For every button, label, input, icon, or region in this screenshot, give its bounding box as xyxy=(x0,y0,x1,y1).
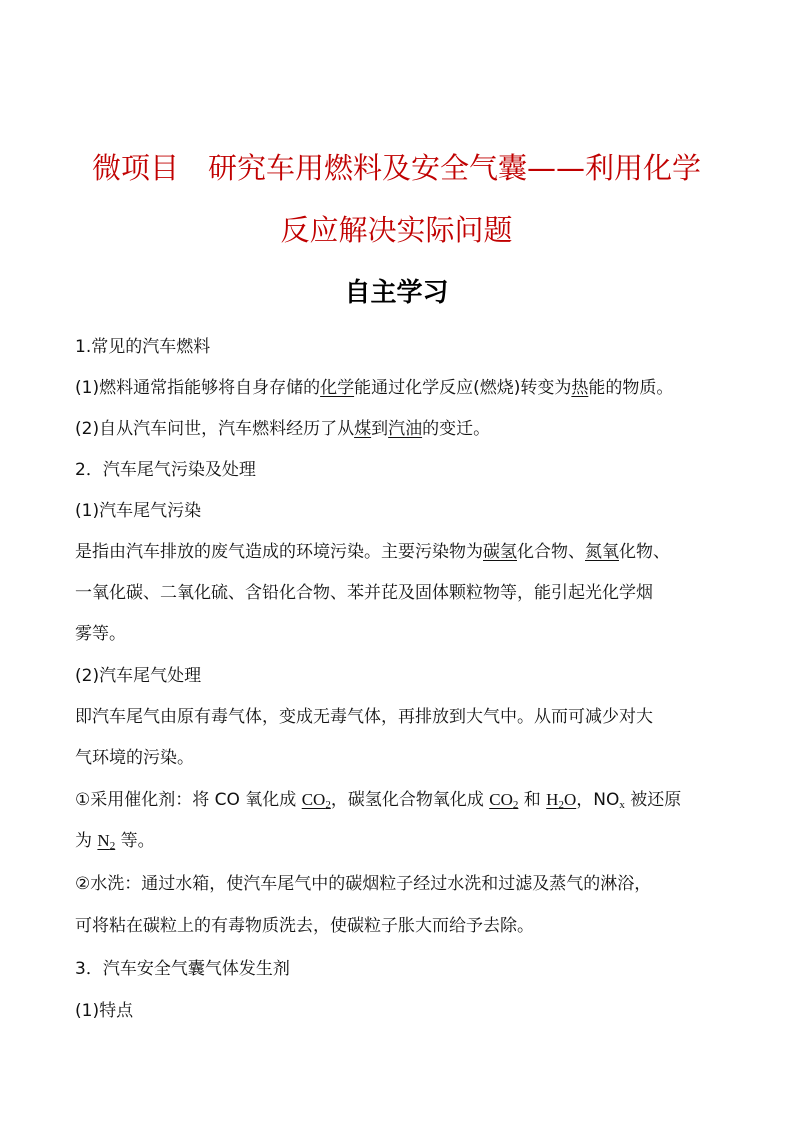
formula-main: CO xyxy=(301,790,326,809)
text-segment: 等。 xyxy=(115,831,155,851)
paragraph-catalyst-line-2 xyxy=(75,829,725,853)
text-segment: 被还原 xyxy=(624,790,682,810)
formula-subscript: 2 xyxy=(512,799,519,811)
answer-n2 xyxy=(97,831,115,850)
paragraph-fuel-definition xyxy=(75,376,725,400)
formula-main: H xyxy=(546,790,559,809)
heading-exhaust-pollution: 2．汽车尾气污染及处理 xyxy=(75,460,256,480)
answer-gasoline: 汽油 xyxy=(388,419,423,439)
paragraph-treatment-line-2: 气环境的污染。 xyxy=(75,748,194,768)
formula-subscript: 2 xyxy=(109,840,116,852)
text-segment: 能的物质。 xyxy=(588,378,674,398)
answer-chemical: 化学 xyxy=(320,378,355,398)
text-segment: ，NO xyxy=(576,790,620,810)
formula-subscript: 2 xyxy=(325,799,331,811)
formula-subscript: 2 xyxy=(558,799,564,811)
subheading-exhaust-treatment: (2)汽车尾气处理 xyxy=(75,666,202,686)
document-title-line-2: 反应解决实际问题 xyxy=(280,213,513,247)
text-segment: 化物、 xyxy=(619,542,670,562)
document-title-line-1: 微项目 研究车用燃料及安全气囊——利用化学 xyxy=(91,151,701,185)
heading-airbag-generator: 3．汽车安全气囊气体发生剂 xyxy=(75,959,290,979)
text-segment: 和 xyxy=(518,790,547,810)
text-segment: 能通过化学反应(燃烧)转变为 xyxy=(354,378,572,398)
text-segment: 为 xyxy=(75,831,98,851)
answer-coal: 煤 xyxy=(354,419,372,439)
paragraph-washing-line-1: ②水洗：通过水箱，使汽车尾气中的碳烟粒子经过水洗和过滤及蒸气的淋浴， xyxy=(75,874,652,894)
paragraph-fuel-history xyxy=(75,417,725,441)
subheading-exhaust-pollution: (1)汽车尾气污染 xyxy=(75,501,202,521)
paragraph-pollutants-line-2: 一氧化碳、二氧化硫、含铅化合物、苯并芘及固体颗粒物等，能引起光化学烟 xyxy=(75,583,653,603)
text-segment: 到 xyxy=(371,419,389,439)
paragraph-pollutants-line-1 xyxy=(75,540,725,564)
heading-common-fuels: 1.常见的汽车燃料 xyxy=(75,337,211,357)
paragraph-catalyst-line-1 xyxy=(75,788,725,812)
text-segment: 的变迁。 xyxy=(422,419,491,439)
text-segment: (1)燃料通常指能够将自身存储的 xyxy=(75,378,321,398)
answer-co2 xyxy=(302,790,331,809)
text-segment: 是指由汽车排放的废气造成的环境污染。主要污染物为 xyxy=(75,542,483,562)
answer-hydrocarbon: 碳氢 xyxy=(483,542,517,562)
answer-heat: 热 xyxy=(571,378,589,398)
text-segment: ①采用催化剂：将 CO 氧化成 xyxy=(75,790,302,810)
paragraph-treatment-line-1: 即汽车尾气由原有毒气体，变成无毒气体，再排放到大气中。从而可减少对大 xyxy=(75,707,653,727)
answer-co2-second xyxy=(489,790,518,809)
paragraph-washing-line-2: 可将粘在碳粒上的有毒物质洗去，使碳粒子胀大而给予去除。 xyxy=(75,916,534,936)
subheading-characteristics: (1)特点 xyxy=(75,1001,134,1021)
answer-h2o xyxy=(546,790,576,809)
nox-subscript: x xyxy=(619,799,625,811)
section-heading-self-study: 自主学习 xyxy=(344,278,449,308)
text-segment: (2)自从汽车问世，汽车燃料经历了从 xyxy=(75,419,355,439)
formula-main: O xyxy=(563,790,577,809)
text-segment: 化合物、 xyxy=(517,542,585,562)
text-segment: ，碳氢化合物氧化成 xyxy=(330,790,490,810)
formula-main: CO xyxy=(489,790,513,809)
paragraph-pollutants-line-3: 雾等。 xyxy=(75,624,126,644)
formula-main: N xyxy=(97,831,110,850)
answer-nitrogen-oxide: 氮氧 xyxy=(585,542,619,562)
